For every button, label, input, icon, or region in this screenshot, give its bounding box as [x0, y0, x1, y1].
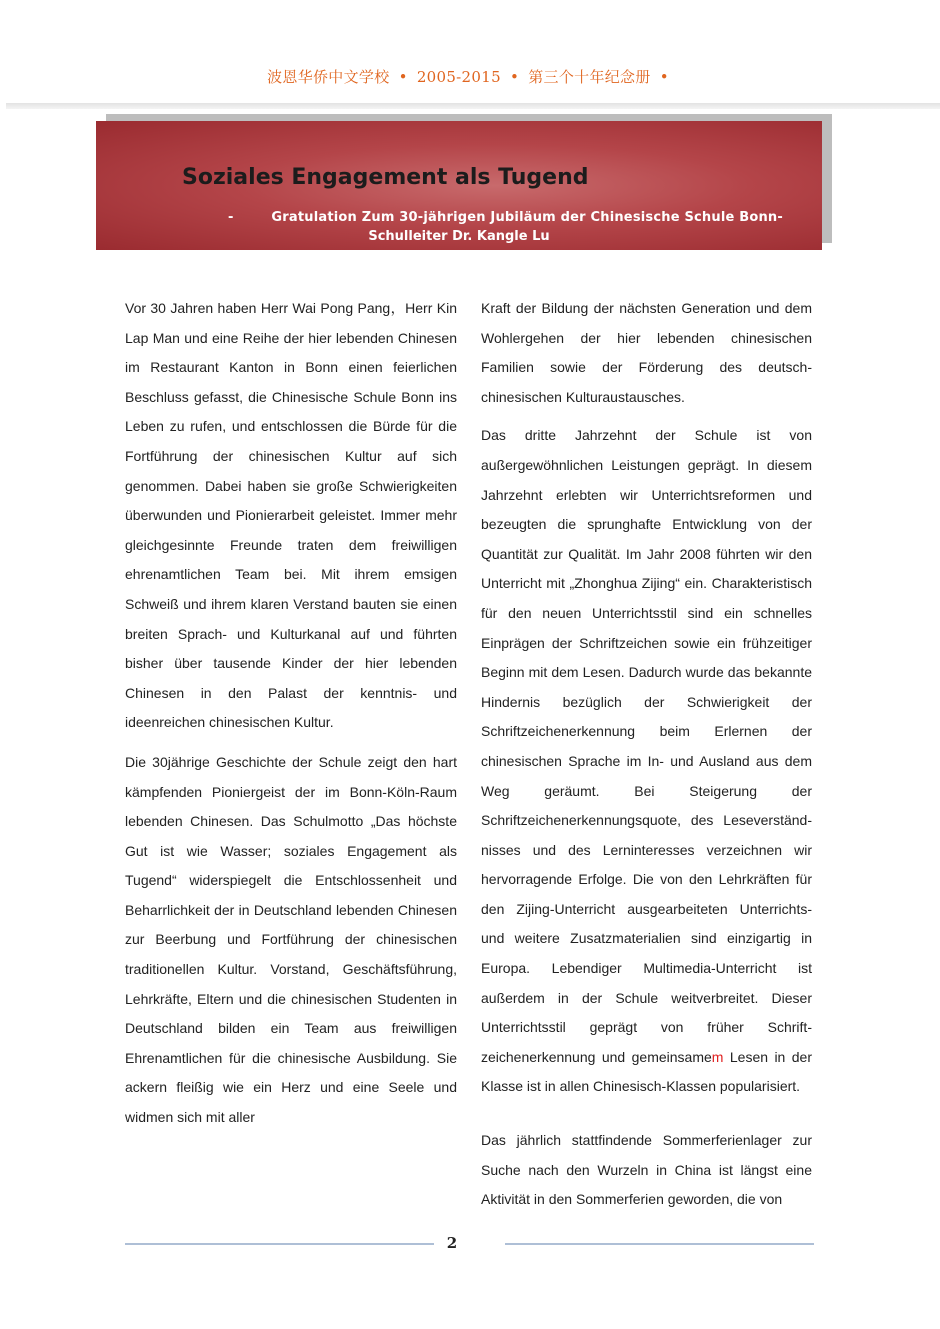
commemoration-label: 第三个十年纪念册 — [528, 68, 651, 86]
page-number: 2 — [446, 1234, 458, 1252]
bullet-separator: • — [659, 68, 669, 86]
article-title: Soziales Engagement als Tugend — [182, 165, 589, 190]
bullet-separator: • — [510, 68, 520, 86]
article-subtitle: - Gratulation Zum 30-jährigen Jubiläum der Chinesische Schule Bonn- — [228, 210, 783, 225]
title-banner — [96, 121, 822, 250]
header-rule — [6, 103, 940, 109]
paragraph: Die 30jährige Geschichte der Schule zeigt den hart kämpfenden Pioniergeist der im Bonn-Köln-Raum lebenden Chinesen. Das Schulmotto „Das höchste Gut ist wie Wasser; soziales Engagement als Tugend“ widerspiegelt die Entschlossenheit und Beharrlichkeit der in Deutschland lebenden Chinesen zur Beerbung und Fortführung der chinesischen traditionellen Kultur. Vorstand, Geschäftsführung, Lehrkräfte, Eltern und die chinesischen Studenten in Deutschland bilden ein Team aus freiwilligen Ehrenamtlichen für die chinesische Ausbildung. Sie ackern fleißig wie ein Herz und eine Seele und widmen sich mit aller — [125, 753, 457, 1126]
article-author: Schulleiter Dr. Kangle Lu — [368, 229, 550, 244]
years-label: 2005-2015 — [416, 68, 501, 86]
footer-rule-right — [505, 1243, 814, 1245]
paragraph: Vor 30 Jahren haben Herr Wai Pong Pang，Herr Kin Lap Man und eine Reihe der hier lebenden Chinesen im Restaurant Kanton in Bonn einen feierlichen Beschluss gefasst, die Chinesische Schule Bonn ins Leben zu rufen, und entschlossen die Bürde für die Fortführung der chinesischen Kultur auf sich genommen. Dabei haben sie große Schwierigkeiten überwunden und Pionierarbeit geleistet. Immer mehr gleichgesinnte Freunde traten dem freiwilligen ehrenamtlichen Team bei. Mit ihrem emsigen Schweiß und ihrem klaren Verstand bauten sie einen breiten Sprach- und Kulturkanal auf und führten bisher über tausende Kinder der hier lebenden Chinesen in den Palast der kenntnis- und ideenreichen chinesischen Kultur. — [125, 300, 457, 731]
paragraph: Das jährlich stattfindende Sommerferienlager zur Suche nach den Wurzeln in China ist längst eine Aktivität in den Sommerferien geworden, die von — [481, 1132, 812, 1208]
paragraph-text: Lesen in der Klasse ist in allen Chinesisch-Klassen popularisiert. — [481, 1048, 812, 1095]
bullet-separator: • — [398, 68, 408, 86]
paragraph: Kraft der Bildung der nächsten Generation und dem Wohlergehen der hier lebenden chinesischen Familien sowie der Förderung des deutsch-chinesischen Kulturaustausches. — [481, 300, 812, 405]
running-header — [0, 66, 940, 87]
paragraph — [481, 421, 812, 1102]
footer-rule-left — [125, 1243, 434, 1245]
school-name: 波恩华侨中文学校 — [267, 68, 390, 86]
left-column — [125, 294, 457, 1133]
right-column — [481, 294, 812, 1215]
highlighted-letter: m — [711, 1048, 724, 1065]
paragraph-text: Das dritte Jahrzehnt der Schule ist von außergewöhnlichen Leistungen geprägt. In diesem Jahrzehnt erlebten wir Unterrichtsreformen und bezeugten die sprunghafte Entwicklung von der Quantität zur Qualität. Im Jahr 2008 führten wir den Unterricht mit „Zhonghua Zijing“ ein. Charakteristisch für den neuen Unterrichtsstil sind ein schnelles Einprägen der Schriftzeichen sowie ein frühzeitiger Beginn mit dem Lesen. Dadurch wurde das bekannte Hindernis bezüglich der Schwierigkeit der Schriftzeichenerkennung beim Erlernen der chinesischen Sprache im In- und Ausland aus dem Weg geräumt. Bei Steigerung der Schriftzeichenerkennungsquote, des Leseverständ-nisses und des Lerninteresses verzeichnen wir hervorragende Erfolge. Die von den Lehrkräften für den Zijing-Unterricht ausgearbeiteten Unterrichts- und weitere Zusatzmaterialien sind einzigartig in Europa. Lebendiger Multimedia-Unterricht ist außerdem in der Schule weitverbreitet. Dieser Unterrichtsstil geprägt von früher Schrift-zeichenerkennung und gemeinsame — [481, 427, 812, 1065]
